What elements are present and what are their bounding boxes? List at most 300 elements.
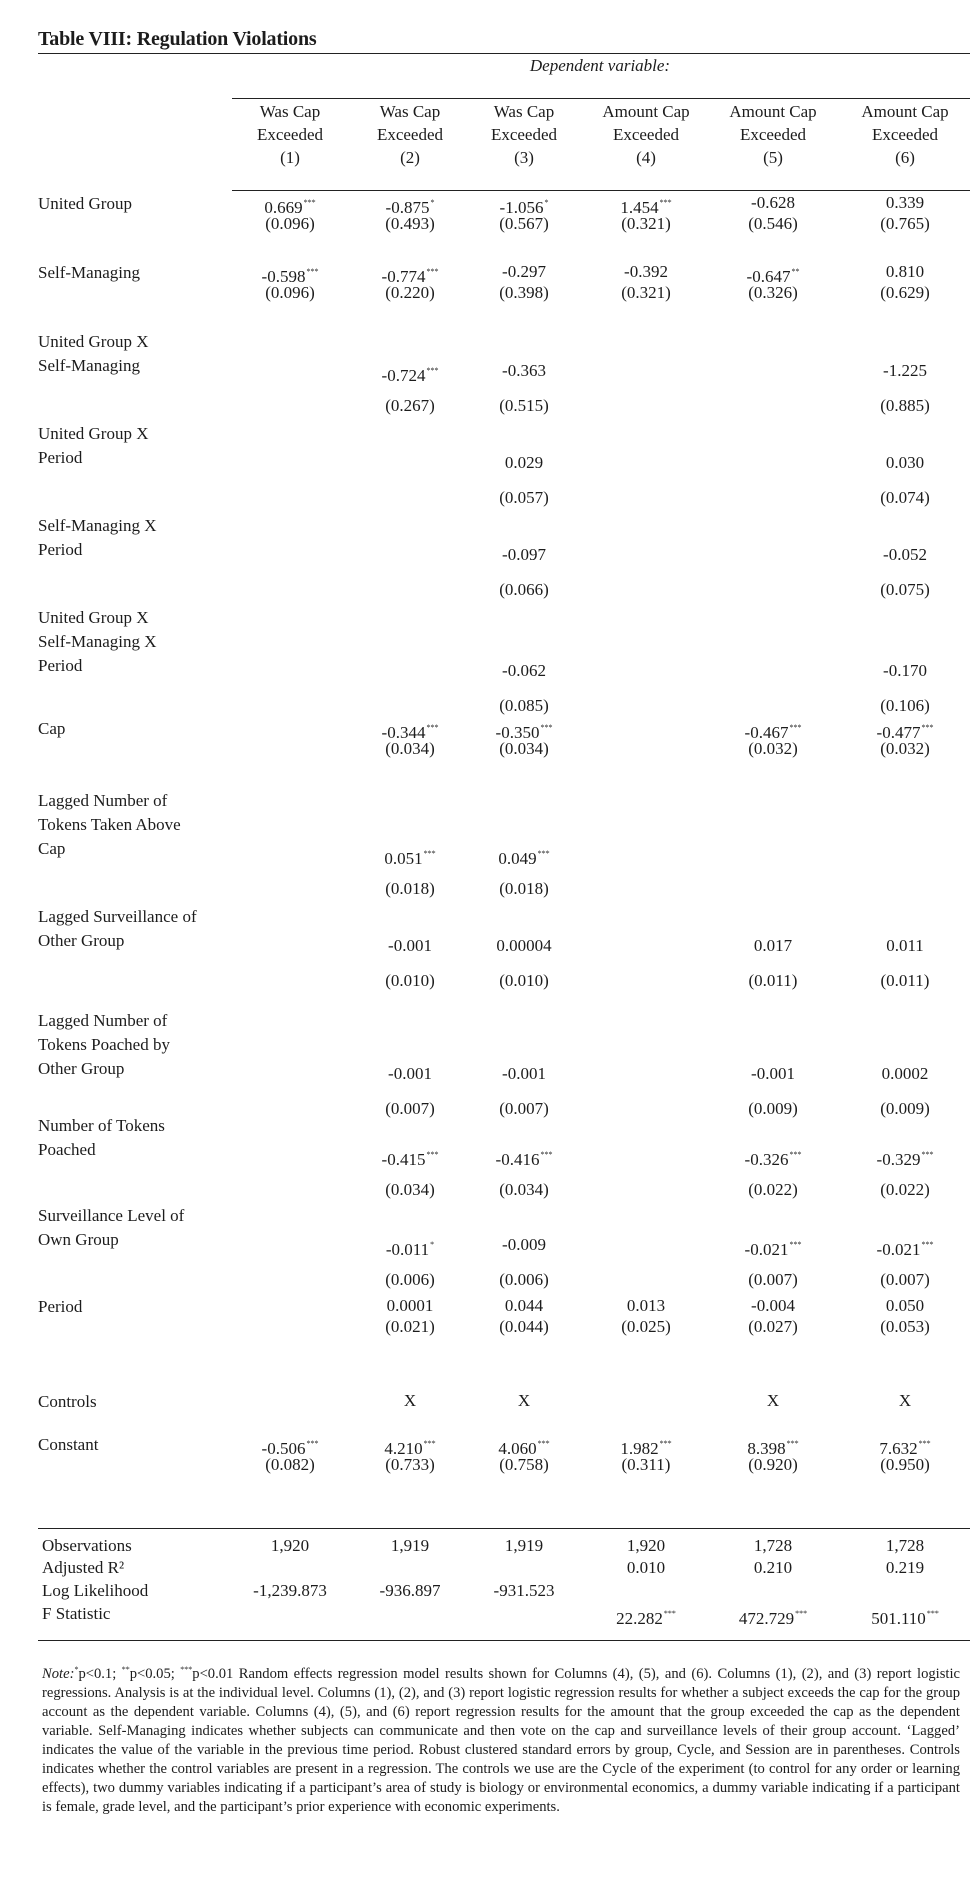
row-label-line: Lagged Surveillance of	[38, 907, 197, 926]
coefficient-value: -0.097	[502, 545, 546, 564]
row-label	[38, 514, 248, 562]
coefficient-value: -0.297	[502, 262, 546, 281]
note-significance-stars: **	[121, 1665, 130, 1674]
coefficient-cell	[718, 192, 828, 214]
stat-value-cell	[355, 1580, 465, 1602]
coefficient-value: -0.004	[751, 1296, 795, 1315]
coefficient-value: -0.009	[502, 1235, 546, 1254]
coefficient-value: -0.329	[876, 1150, 921, 1169]
stat-value-cell	[718, 1535, 828, 1557]
row-label-line: Self-Managing	[38, 263, 140, 282]
coefficient-value: -0.001	[751, 1064, 795, 1083]
stat-value: 1,920	[626, 1536, 666, 1555]
coefficient-value: 0.011	[886, 936, 924, 955]
standard-error-cell: (0.025)	[621, 1317, 671, 1336]
row-label-line: Number of Tokens	[38, 1116, 165, 1135]
stat-value-cell	[850, 1535, 960, 1557]
coefficient-cell	[718, 1063, 828, 1085]
standard-error-cell: (0.066)	[499, 580, 549, 599]
header-rule	[232, 98, 970, 99]
standard-error-cell: (0.075)	[880, 580, 930, 599]
significance-stars: **	[791, 267, 800, 276]
coefficient-value: -0.598	[261, 267, 306, 286]
coefficient-value: -0.392	[624, 262, 668, 281]
coefficient-cell	[850, 1390, 960, 1412]
note-significance-stars: ***	[180, 1665, 193, 1674]
coefficient-value: -0.001	[388, 1064, 432, 1083]
coefficient-value: 4.060	[498, 1439, 537, 1458]
standard-error-cell: (0.398)	[499, 283, 549, 302]
significance-stars: *	[430, 198, 435, 207]
coefficient-value: -0.021	[744, 1240, 789, 1259]
standard-error-cell: (0.493)	[385, 214, 435, 233]
coefficient-cell	[850, 452, 960, 474]
standard-error-cell: (0.007)	[748, 1270, 798, 1289]
table-title: Table VIII: Regulation Violations	[38, 28, 317, 50]
coefficient-value: 4.210	[384, 1439, 423, 1458]
coefficient-value: -0.350	[495, 723, 540, 742]
stat-value-cell	[718, 1603, 828, 1630]
standard-error-cell: (0.009)	[748, 1099, 798, 1118]
coefficient-cell	[718, 1390, 828, 1412]
row-label	[38, 1390, 248, 1414]
standard-error-cell: (0.267)	[385, 396, 435, 415]
standard-error-cell: (0.027)	[748, 1317, 798, 1336]
dependent-variable-header: Dependent variable:	[529, 56, 671, 75]
stat-value: 1,919	[504, 1536, 544, 1555]
coefficient-cell	[469, 452, 579, 474]
coefficient-cell	[469, 1144, 579, 1171]
coefficient-cell	[850, 935, 960, 957]
row-label	[38, 192, 248, 216]
coefficient-value: 7.632	[879, 1439, 918, 1458]
significance-stars: ***	[303, 198, 316, 207]
standard-error-cell: (0.032)	[880, 739, 930, 758]
row-label	[38, 1295, 248, 1319]
coefficient-cell	[469, 843, 579, 870]
stat-value-cell	[469, 1580, 579, 1602]
significance-stars: ***	[426, 366, 439, 375]
coefficient-cell	[355, 935, 465, 957]
coefficient-value: -0.052	[883, 545, 927, 564]
coefficient-cell	[850, 261, 960, 283]
stat-value-cell	[235, 1535, 345, 1557]
coefficient-value: -0.724	[381, 366, 426, 385]
row-label-line: Self-Managing X	[38, 632, 157, 651]
standard-error-cell: (0.326)	[748, 283, 798, 302]
coefficient-value: 0.810	[885, 262, 925, 281]
row-label-line: Cap	[38, 839, 66, 858]
stat-value-cell	[591, 1535, 701, 1557]
standard-error-cell: (0.010)	[385, 971, 435, 990]
row-label	[38, 789, 248, 861]
standard-error-cell: (0.034)	[385, 1180, 435, 1199]
coefficient-value: -0.001	[388, 936, 432, 955]
row-label-line: United Group	[38, 194, 132, 213]
coefficient-value: 0.029	[504, 453, 544, 472]
coefficient-value: 0.669	[264, 198, 303, 217]
coefficient-value: -0.344	[381, 723, 426, 742]
row-label-line: Other Group	[38, 931, 125, 950]
significance-stars: *	[430, 1240, 435, 1249]
row-label-line: Tokens Taken Above	[38, 815, 181, 834]
stat-value-cell	[235, 1580, 345, 1602]
coefficient-cell	[355, 1390, 465, 1412]
stat-value: 0.010	[626, 1558, 666, 1577]
coefficient-cell	[469, 1063, 579, 1085]
coefficient-value: 0.044	[504, 1296, 544, 1315]
coefficient-cell	[850, 1234, 960, 1261]
row-label-line: Poached	[38, 1140, 96, 1159]
row-label-line: United Group X	[38, 424, 149, 443]
coefficient-value: -0.170	[883, 661, 927, 680]
column-header-num: (1)	[280, 148, 300, 167]
standard-error-cell: (0.018)	[385, 879, 435, 898]
standard-error-cell: (0.007)	[499, 1099, 549, 1118]
stat-value-cell	[469, 1535, 579, 1557]
significance-stars: ***	[426, 1150, 439, 1159]
coefficient-cell	[850, 1063, 960, 1085]
note-significance-text: p<0.01	[192, 1666, 239, 1682]
coefficient-value: -0.062	[502, 661, 546, 680]
coefficient-value: 0.339	[885, 193, 925, 212]
standard-error-cell: (0.311)	[621, 1455, 671, 1474]
standard-error-cell: (0.321)	[621, 283, 671, 302]
standard-error-cell: (0.885)	[880, 396, 930, 415]
standard-error-cell: (0.053)	[880, 1317, 930, 1336]
standard-error-cell: (0.733)	[385, 1455, 435, 1474]
column-header-num: (5)	[763, 148, 783, 167]
coefficient-value: -0.326	[744, 1150, 789, 1169]
stat-value: 1,728	[885, 1536, 925, 1555]
standard-error-cell: (0.321)	[621, 214, 671, 233]
coefficient-value: 8.398	[747, 1439, 786, 1458]
significance-stars: ***	[423, 849, 436, 858]
significance-stars: ***	[786, 1439, 799, 1448]
row-label	[38, 261, 248, 285]
significance-stars: ***	[789, 1150, 802, 1159]
column-header-line2: Exceeded	[256, 125, 324, 144]
row-label	[38, 422, 248, 470]
coefficient-value: X	[517, 1391, 531, 1410]
coefficient-value: 0.0001	[386, 1296, 434, 1315]
significance-stars: ***	[540, 1150, 553, 1159]
standard-error-cell: (0.106)	[880, 696, 930, 715]
row-label-line: Controls	[38, 1392, 97, 1411]
coefficient-cell	[469, 544, 579, 566]
standard-error-cell: (0.515)	[499, 396, 549, 415]
column-header	[464, 100, 584, 169]
column-header-num: (6)	[895, 148, 915, 167]
stats-top-rule	[38, 1528, 970, 1529]
standard-error-cell: (0.220)	[385, 283, 435, 302]
row-label-line: Tokens Poached by	[38, 1035, 170, 1054]
coefficient-value: -0.628	[751, 193, 795, 212]
significance-stars: ***	[921, 1150, 934, 1159]
coefficient-cell	[850, 192, 960, 214]
coefficient-value: -0.415	[381, 1150, 426, 1169]
standard-error-cell: (0.034)	[499, 739, 549, 758]
significance-stars: ***	[926, 1609, 939, 1618]
row-label-line: United Group X	[38, 608, 149, 627]
stat-value: 0.210	[753, 1558, 793, 1577]
significance-stars: ***	[659, 1439, 672, 1448]
stat-value-cell	[718, 1557, 828, 1579]
coefficient-cell	[469, 660, 579, 682]
stat-label: Observations	[42, 1536, 132, 1555]
standard-error-cell: (0.629)	[880, 283, 930, 302]
row-label-line: Own Group	[38, 1230, 119, 1249]
stat-value: 1,920	[270, 1536, 310, 1555]
coefficient-cell	[718, 1295, 828, 1317]
coefficient-cell	[850, 1295, 960, 1317]
table-note	[42, 1660, 960, 1817]
stat-value-cell	[591, 1557, 701, 1579]
standard-error-cell: (0.011)	[880, 971, 930, 990]
standard-error-cell: (0.082)	[265, 1455, 315, 1474]
coefficient-value: 0.0002	[881, 1064, 929, 1083]
standard-error-cell: (0.096)	[265, 283, 315, 302]
coefficient-value: 0.030	[885, 453, 925, 472]
column-header-line1: Was Cap	[259, 102, 321, 121]
column-header	[350, 100, 470, 169]
row-label-line: Lagged Number of	[38, 791, 168, 810]
coefficient-cell	[850, 360, 960, 382]
stat-label: Adjusted R²	[42, 1558, 125, 1577]
coefficient-value: X	[403, 1391, 417, 1410]
significance-stars: ***	[921, 723, 934, 732]
note-significance-text: p<0.1;	[78, 1666, 122, 1682]
standard-error-cell: (0.044)	[499, 1317, 549, 1336]
column-header-line2: Exceeded	[871, 125, 939, 144]
coefficient-value: 0.00004	[496, 936, 552, 955]
column-header	[713, 100, 833, 169]
column-header-line1: Amount Cap	[861, 102, 949, 121]
column-header-line1: Was Cap	[493, 102, 555, 121]
coefficient-cell	[469, 1295, 579, 1317]
significance-stars: ***	[306, 1439, 319, 1448]
standard-error-cell: (0.057)	[499, 488, 549, 507]
coefficient-value: -0.011	[385, 1240, 430, 1259]
standard-error-cell: (0.021)	[385, 1317, 435, 1336]
significance-stars: ***	[306, 267, 319, 276]
row-label	[38, 606, 248, 678]
coefficient-value: -0.416	[495, 1150, 540, 1169]
standard-error-cell: (0.032)	[748, 739, 798, 758]
stat-value-cell	[850, 1557, 960, 1579]
row-label-line: Period	[38, 1297, 83, 1316]
note-significance-stars: *	[74, 1665, 79, 1674]
row-label	[38, 1204, 248, 1252]
row-label-line: Lagged Number of	[38, 1011, 168, 1030]
column-headers	[0, 100, 978, 190]
standard-error-cell: (0.034)	[499, 1180, 549, 1199]
row-label	[38, 905, 248, 953]
coefficient-cell	[469, 1390, 579, 1412]
row-label-line: Period	[38, 656, 83, 675]
coefficient-value: -0.875	[385, 198, 430, 217]
standard-error-cell: (0.085)	[499, 696, 549, 715]
column-header-line1: Was Cap	[379, 102, 441, 121]
significance-stars: ***	[537, 849, 550, 858]
standard-error-cell: (0.007)	[385, 1099, 435, 1118]
significance-stars: ***	[789, 723, 802, 732]
significance-stars: ***	[789, 1240, 802, 1249]
row-label	[38, 1433, 248, 1457]
column-header-line1: Amount Cap	[729, 102, 817, 121]
standard-error-cell: (0.920)	[748, 1455, 798, 1474]
coefficient-value: -0.647	[746, 267, 791, 286]
coefficient-value: X	[898, 1391, 912, 1410]
coefficient-value: 0.017	[753, 936, 793, 955]
stat-label: Log Likelihood	[42, 1581, 149, 1600]
row-label-line: Self-Managing	[38, 356, 140, 375]
coefficient-value: -0.021	[876, 1240, 921, 1259]
stat-value: 22.282	[616, 1609, 663, 1628]
stat-value-cell	[591, 1603, 701, 1630]
coefficient-cell	[355, 1144, 465, 1171]
row-label-line: Self-Managing X	[38, 516, 157, 535]
coefficient-value: -0.363	[502, 361, 546, 380]
coefficient-cell	[355, 1295, 465, 1317]
row-label-line: Cap	[38, 719, 66, 738]
coefficient-cell	[469, 1234, 579, 1256]
coefficient-value: -0.506	[261, 1439, 306, 1458]
column-header-num: (3)	[514, 148, 534, 167]
coefficient-cell	[355, 843, 465, 870]
standard-error-cell: (0.096)	[265, 214, 315, 233]
standard-error-cell: (0.074)	[880, 488, 930, 507]
row-label	[38, 330, 248, 378]
significance-stars: ***	[918, 1439, 931, 1448]
stat-value: 1,728	[753, 1536, 793, 1555]
coefficient-value: 0.051	[384, 849, 423, 868]
stat-value-cell	[355, 1535, 465, 1557]
row-label	[38, 717, 248, 741]
row-label-line: United Group X	[38, 332, 149, 351]
coefficient-value: 1.982	[620, 1439, 659, 1458]
stat-value: 501.110	[871, 1609, 926, 1628]
coefficient-cell	[718, 1144, 828, 1171]
coefficient-cell	[850, 544, 960, 566]
significance-stars: ***	[921, 1240, 934, 1249]
row-label	[38, 1009, 248, 1081]
significance-stars: ***	[659, 198, 672, 207]
row-label-line: Constant	[38, 1435, 99, 1454]
column-header	[586, 100, 706, 169]
coefficient-value: 0.050	[885, 1296, 925, 1315]
standard-error-cell: (0.950)	[880, 1455, 930, 1474]
coefficient-cell	[718, 1234, 828, 1261]
coefficient-value: -0.467	[744, 723, 789, 742]
standard-error-cell: (0.006)	[499, 1270, 549, 1289]
row-label	[38, 1114, 248, 1162]
significance-stars: ***	[663, 1609, 676, 1618]
coefficient-cell	[591, 1295, 701, 1317]
significance-stars: ***	[423, 1439, 436, 1448]
row-label-line: Surveillance Level of	[38, 1206, 185, 1225]
row-label-line: Period	[38, 448, 83, 467]
standard-error-cell: (0.010)	[499, 971, 549, 990]
column-header-num: (2)	[400, 148, 420, 167]
coefficient-value: -0.774	[381, 267, 426, 286]
coefficient-cell	[718, 935, 828, 957]
standard-error-cell: (0.034)	[385, 739, 435, 758]
coefficient-value: -1.225	[883, 361, 927, 380]
stat-value-cell	[850, 1603, 960, 1630]
note-body: Random effects regression model results shown for Columns (4), (5), and (6). Columns (1), (2), and (3) report logistic regressions. Analysis is at the individual level. Columns (1), (2), and (3) report logistic regression results for whether a subject exceeds the cap for the group account as the dependent variable. Columns (4), (5), and (6) report regression results for the amount that the group exceeded the cap as the dependent variable. Self-Managing indicates whether subjects can communicate and then vote on the cap and surveillance levels of their group account. ‘Lagged’ indicates the value of the variable in the previous time period. Robust clustered standard errors by group, Cycle, and Session are in parentheses. Controls indicates whether the control variables are present in a regression. The controls we use are the Cycle of the experiment (to control for any order or learning effects), two dummy variables indicating if a participant’s area of study is biology or environmental economics, a dummy variable indicating if a participant is female, grade level, and the participant’s prior experience with economic experiments.	[42, 1666, 960, 1815]
significance-stars: ***	[540, 723, 553, 732]
standard-error-cell: (0.765)	[880, 214, 930, 233]
coefficient-cell	[355, 1063, 465, 1085]
stat-value: -931.523	[493, 1581, 555, 1600]
column-header	[845, 100, 965, 169]
significance-stars: *	[544, 198, 549, 207]
standard-error-cell: (0.567)	[499, 214, 549, 233]
coefficient-value: 1.454	[620, 198, 659, 217]
row-label-line: Period	[38, 540, 83, 559]
coefficient-value: -0.001	[502, 1064, 546, 1083]
standard-error-cell: (0.546)	[748, 214, 798, 233]
coefficient-cell	[850, 1144, 960, 1171]
row-label-line: Other Group	[38, 1059, 125, 1078]
column-header-line2: Exceeded	[376, 125, 444, 144]
column-header-line1: Amount Cap	[602, 102, 690, 121]
note-significance-text: p<0.05;	[129, 1666, 181, 1682]
standard-error-cell: (0.758)	[499, 1455, 549, 1474]
standard-error-cell: (0.007)	[880, 1270, 930, 1289]
column-header	[230, 100, 350, 169]
standard-error-cell: (0.011)	[748, 971, 798, 990]
significance-stars: ***	[795, 1609, 808, 1618]
coefficient-value: -1.056	[499, 198, 544, 217]
coefficient-cell	[591, 261, 701, 283]
stat-value: 472.729	[738, 1609, 795, 1628]
stat-value: -936.897	[379, 1581, 441, 1600]
standard-error-cell: (0.022)	[880, 1180, 930, 1199]
column-header-line2: Exceeded	[490, 125, 558, 144]
title-rule	[38, 53, 970, 54]
coefficient-value: 0.049	[498, 849, 537, 868]
column-header-line2: Exceeded	[612, 125, 680, 144]
significance-stars: ***	[426, 723, 439, 732]
standard-error-cell: (0.022)	[748, 1180, 798, 1199]
standard-error-cell: (0.018)	[499, 879, 549, 898]
stat-label: F Statistic	[42, 1604, 111, 1623]
coefficient-cell	[469, 261, 579, 283]
significance-stars: ***	[537, 1439, 550, 1448]
stat-value: 0.219	[885, 1558, 925, 1577]
significance-stars: ***	[426, 267, 439, 276]
column-header-num: (4)	[636, 148, 656, 167]
coefficient-cell	[469, 360, 579, 382]
stat-value: -1,239.873	[253, 1581, 327, 1600]
coefficient-cell	[469, 935, 579, 957]
coefficient-value: 0.013	[626, 1296, 666, 1315]
note-lead: Note:	[42, 1666, 75, 1682]
standard-error-cell: (0.009)	[880, 1099, 930, 1118]
standard-error-cell: (0.006)	[385, 1270, 435, 1289]
coefficient-value: X	[766, 1391, 780, 1410]
stats-bottom-rule	[38, 1640, 970, 1641]
column-header-line2: Exceeded	[739, 125, 807, 144]
stat-value: 1,919	[390, 1536, 430, 1555]
coefficient-cell	[355, 360, 465, 387]
coefficient-cell	[850, 660, 960, 682]
coefficient-value: -0.477	[876, 723, 921, 742]
body-top-rule	[232, 190, 970, 191]
coefficient-cell	[355, 1234, 465, 1261]
